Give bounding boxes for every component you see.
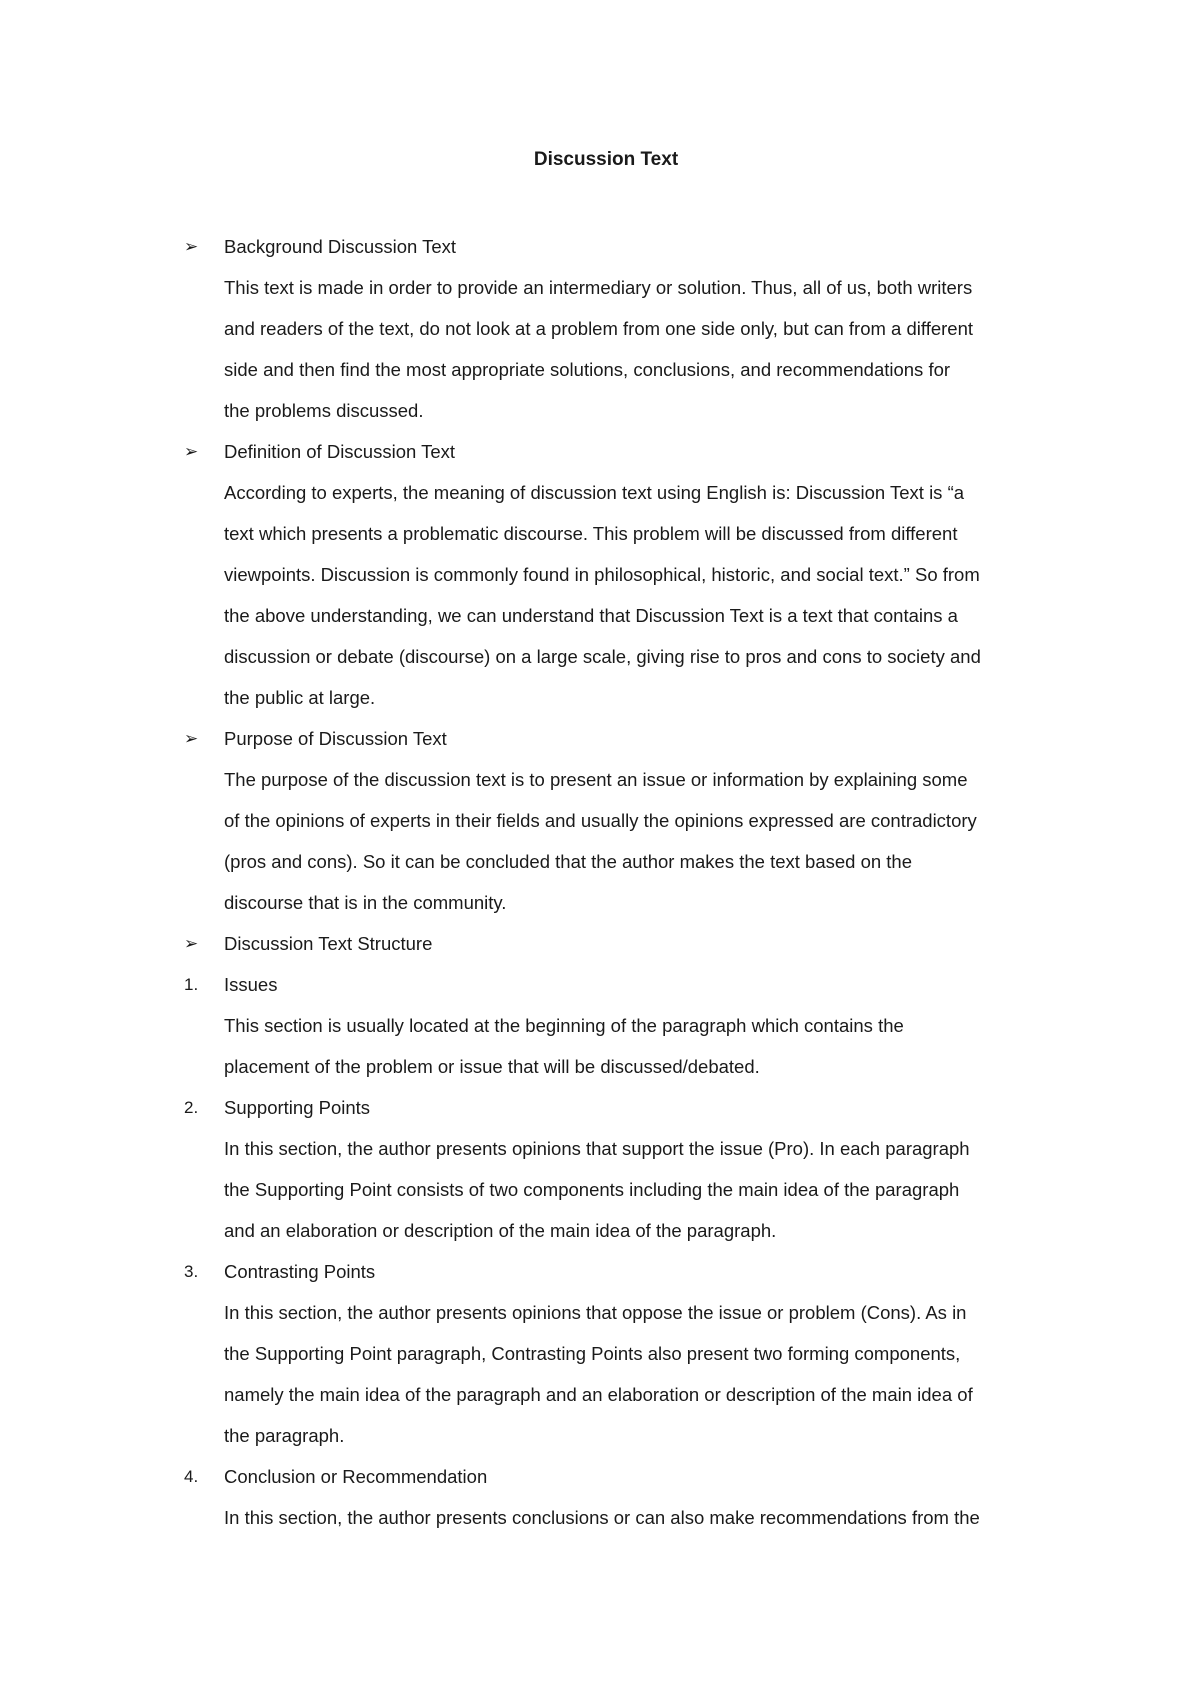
section-heading: Purpose of Discussion Text [224, 728, 447, 749]
bullet-heading-purpose [184, 718, 1064, 759]
paragraph-line: In this section, the author presents opinions that support the issue (Pro). In each paragraph [224, 1138, 970, 1159]
paragraph-line: namely the main idea of the paragraph and an elaboration or description of the main idea of [224, 1384, 973, 1405]
section-heading: Definition of Discussion Text [224, 441, 456, 462]
numbered-heading-conclusion [184, 1456, 1064, 1497]
paragraph-line: (pros and cons). So it can be concluded that the author makes the text based on the [224, 851, 913, 872]
paragraph-line: and readers of the text, do not look at a problem from one side only, but can from a different [224, 318, 973, 339]
numbered-heading-contrasting-points [184, 1251, 1064, 1292]
paragraph-line: text which presents a problematic discourse. This problem will be discussed from different [224, 523, 958, 544]
paragraph-line: This section is usually located at the beginning of the paragraph which contains the [224, 1015, 904, 1036]
list-number: 2. [184, 1098, 199, 1117]
document-body [184, 226, 1064, 1538]
numbered-heading-supporting-points [184, 1087, 1064, 1128]
bullet-heading-definition [184, 431, 1064, 472]
section-heading: Contrasting Points [224, 1261, 376, 1282]
list-number: 4. [184, 1467, 199, 1486]
arrow-bullet-icon: ➢ [184, 729, 199, 748]
bullet-heading-structure [184, 923, 1064, 964]
arrow-bullet-icon: ➢ [184, 934, 199, 953]
paragraph-line: the above understanding, we can understand that Discussion Text is a text that contains a [224, 605, 958, 626]
paragraph-line: viewpoints. Discussion is commonly found in philosophical, historic, and social text.” So from [224, 564, 980, 585]
arrow-bullet-icon: ➢ [184, 442, 199, 461]
paragraph-line: In this section, the author presents opinions that oppose the issue or problem (Cons). As in [224, 1302, 967, 1323]
paragraph-line: the Supporting Point consists of two components including the main idea of the paragraph [224, 1179, 960, 1200]
paragraph-line: the public at large. [224, 687, 376, 708]
numbered-heading-issues [184, 964, 1064, 1005]
list-number: 3. [184, 1262, 199, 1281]
section-heading: Conclusion or Recommendation [224, 1466, 488, 1487]
paragraph-line: of the opinions of experts in their fields and usually the opinions expressed are contradictory [224, 810, 977, 831]
bullet-heading-background [184, 226, 1064, 267]
paragraph-line: discussion or debate (discourse) on a large scale, giving rise to pros and cons to society and [224, 646, 981, 667]
paragraph-line: discourse that is in the community. [224, 892, 507, 913]
paragraph-line: This text is made in order to provide an intermediary or solution. Thus, all of us, both writers [224, 277, 973, 298]
section-heading: Supporting Points [224, 1097, 371, 1118]
paragraph-line: The purpose of the discussion text is to present an issue or information by explaining some [224, 769, 968, 790]
paragraph-line: In this section, the author presents conclusions or can also make recommendations from the [224, 1507, 980, 1528]
paragraph-line: According to experts, the meaning of discussion text using English is: Discussion Text is “a [224, 482, 965, 503]
section-heading: Background Discussion Text [224, 236, 457, 257]
document-title: Discussion Text [533, 149, 679, 170]
arrow-bullet-icon: ➢ [184, 237, 199, 256]
section-heading: Discussion Text Structure [224, 933, 433, 954]
paragraph-line: the paragraph. [224, 1425, 345, 1446]
paragraph-line: the problems discussed. [224, 400, 424, 421]
paragraph-line: placement of the problem or issue that will be discussed/debated. [224, 1056, 760, 1077]
paragraph-line: side and then find the most appropriate solutions, conclusions, and recommendations for [224, 359, 951, 380]
paragraph-line: the Supporting Point paragraph, Contrasting Points also present two forming components, [224, 1343, 961, 1364]
paragraph-line: and an elaboration or description of the main idea of the paragraph. [224, 1220, 777, 1241]
list-number: 1. [184, 975, 199, 994]
section-heading: Issues [224, 974, 278, 995]
